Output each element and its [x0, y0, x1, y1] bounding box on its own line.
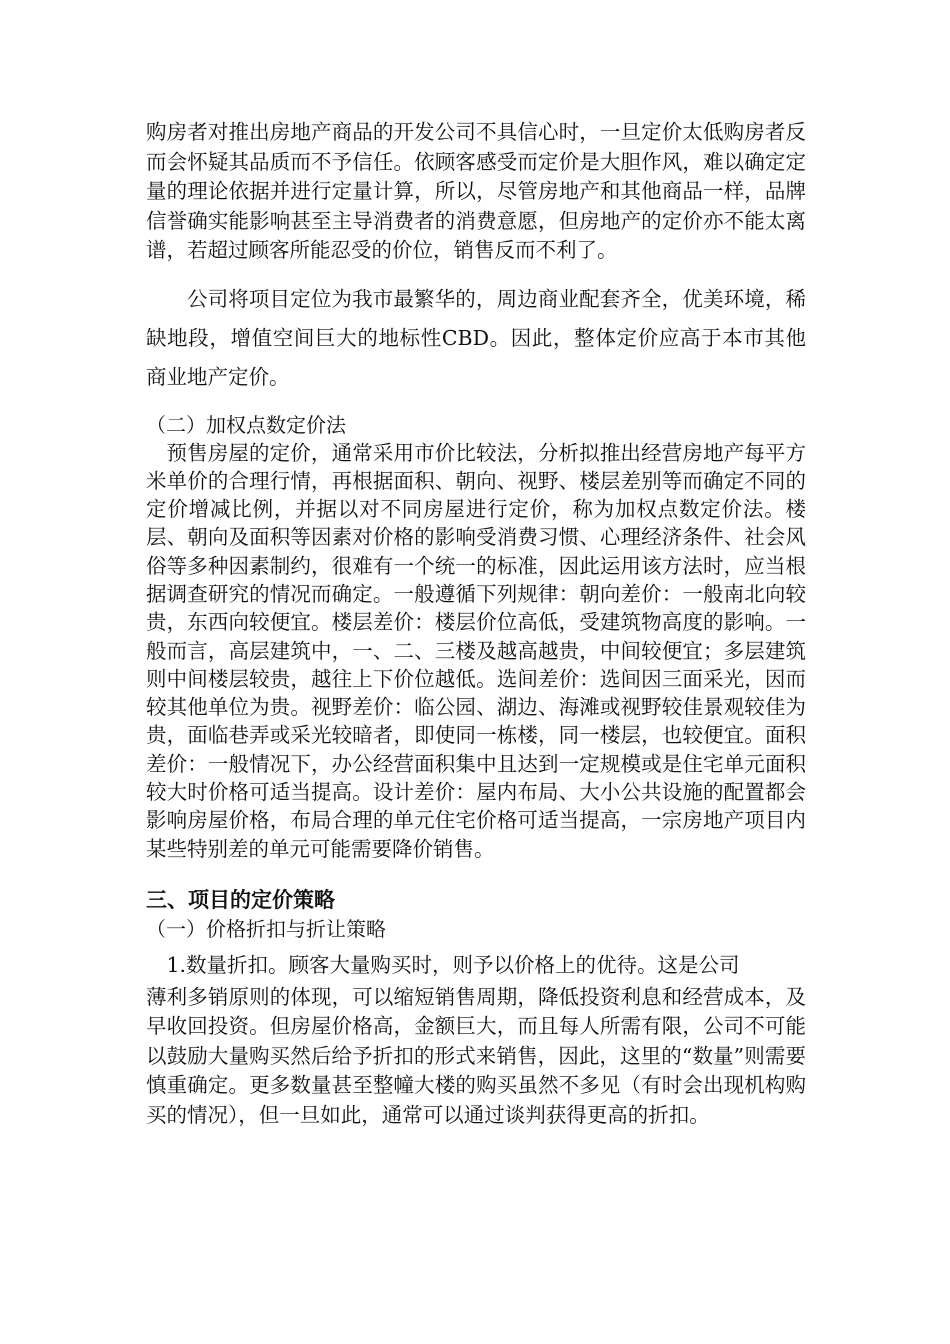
document-page [146, 118, 806, 1130]
paragraph-quantity-discount-intro: 1.数量折扣。顾客大量购买时，则予以价格上的优待。这是公司 [166, 952, 740, 977]
paragraph-project-positioning: 公司将项目定位为我市最繁华的，周边商业配套齐全，优美环境，稀缺地段，增值空间巨大的地标性CBD。因此，整体定价应高于本市其他商业地产定价。 [146, 286, 806, 389]
paragraph-weighted-points-pricing: 预售房屋的定价，通常采用市价比较法，分析拟推出经营房地产每平方米单价的合理行情，再根据面积、朝向、视野、楼层差别等而确定不同的定价增减比例，并据以对不同房屋进行定价，称为加权点数定价法。楼层、朝向及面积等因素对价格的影响受消费习惯、心理经济条件、社会风俗等多种因素制约，很难有一个统一的标准，因此运用该方法时，应当根据调查研究的情况而确定。一般遵循下列规律：朝向差价：一般南北向较贵，东西向较便宜。楼层差价：楼层价位高低，受建筑物高度的影响。一般而言，高层建筑中，一、二、三楼及越高越贵，中间较便宜；多层建筑则中间楼层较贵，越往上下价位越低。选间差价：选间因三面采光，因而较其他单位为贵。视野差价：临公园、湖边、海滩或视野较佳景观较佳为贵，面临巷弄或采光较暗者，即使同一栋楼，同一楼层，也较便宜。面积差价：一般情况下，办公经营面积集中且达到一定规模或是住宅单元面积较大时价格可适当提高。设计差价：屋内布局、大小公共设施的配置都会影响房屋价格，布局合理的单元住宅价格可适当提高，一宗房地产项目内某些特别差的单元可能需要降价销售。 [146, 440, 806, 861]
paragraph-customer-perception-pricing: 购房者对推出房地产商品的开发公司不具信心时，一旦定价太低购房者反而会怀疑其品质而不予信任。依顾客感受而定价是大胆作风，难以确定定量的理论依据并进行定量计算，所以，尽管房地产和其他商品一样，品牌信誉确实能影响甚至主导消费者的消费意愿，但房地产的定价亦不能太离谱，若超过顾客所能忍受的价位，销售反而不利了。 [146, 120, 806, 262]
subheading-discount-strategy: （一）价格折扣与折让策略 [146, 916, 386, 941]
subheading-weighted-points-pricing: （二）加权点数定价法 [146, 412, 346, 437]
paragraph-quantity-discount-body: 薄利多销原则的体现，可以缩短销售周期，降低投资利息和经营成本，及早收回投资。但房屋价格高，金额巨大，而且每人所需有限，公司不可能以鼓励大量购买然后给予折扣的形式来销售，因此，这里的“数量”则需要慎重确定。更多数量甚至整幢大楼的购买虽然不多见（有时会出现机构购买的情况），但一旦如此，通常可以通过谈判获得更高的折扣。 [146, 984, 806, 1127]
section-heading-pricing-strategy: 三、项目的定价策略 [146, 887, 335, 912]
